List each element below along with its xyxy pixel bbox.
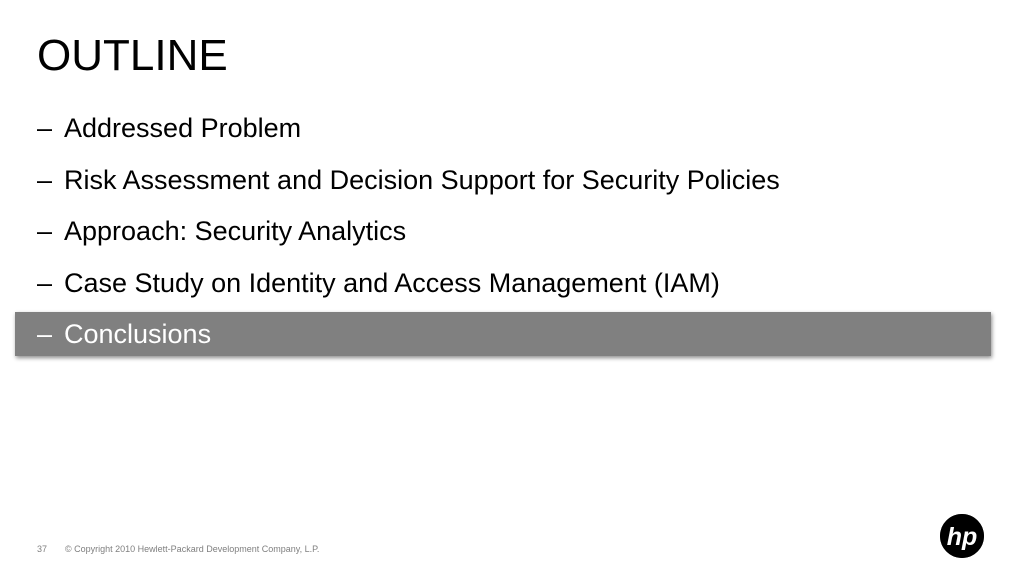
outline-item-conclusions (0, 312, 1024, 356)
dash-bullet: – (37, 165, 53, 195)
copyright-text: © Copyright 2010 Hewlett-Packard Development Company, L.P. (65, 544, 320, 554)
hp-logo-text: hp (946, 523, 978, 551)
outline-item-text (37, 164, 780, 196)
slide-title: OUTLINE (37, 31, 228, 80)
dash-bullet: – (37, 216, 53, 246)
outline-item-risk-assessment (0, 158, 1024, 202)
outline-item-label: Approach: Security Analytics (64, 216, 407, 246)
slide-footer (37, 543, 319, 555)
outline-item-text (37, 267, 720, 299)
dash-bullet: – (37, 113, 53, 143)
outline-item-case-study (0, 261, 1024, 305)
outline-item-label: Risk Assessment and Decision Support for Security Policies (64, 165, 780, 195)
outline-item-label: Conclusions (64, 319, 212, 349)
outline-item-addressed-problem (0, 106, 1024, 150)
outline-item-text (37, 112, 301, 144)
outline-item-text (37, 318, 211, 350)
outline-item-text (37, 215, 406, 247)
outline-item-label: Addressed Problem (64, 113, 302, 143)
page-number: 37 (37, 544, 48, 554)
hp-logo-icon (936, 512, 988, 560)
dash-bullet: – (37, 268, 53, 298)
outline-item-approach (0, 209, 1024, 253)
outline-item-label: Case Study on Identity and Access Management (IAM) (64, 268, 720, 298)
dash-bullet: – (37, 319, 53, 349)
